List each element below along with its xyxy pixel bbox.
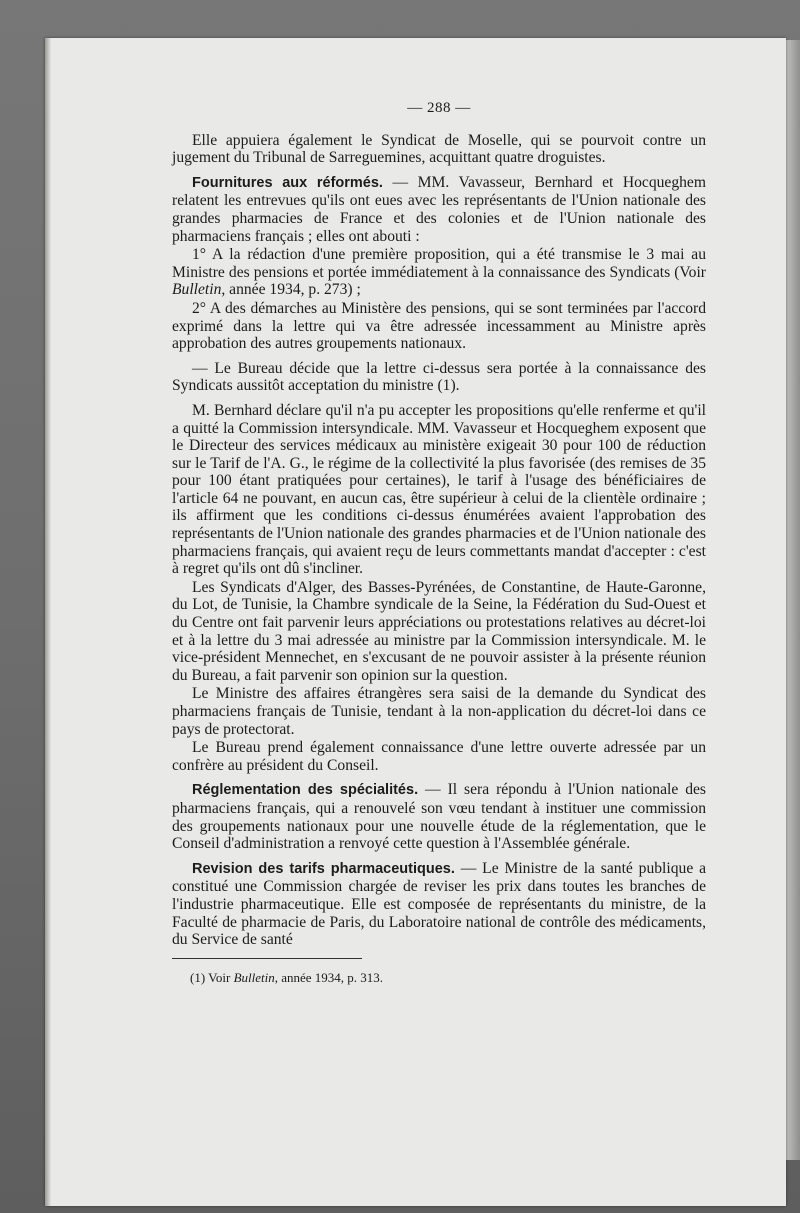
paragraph-item-1-text: 1° A la rédaction d'une première proposition, qui a été transmise le 3 mai au Ministre des pensions et portée immédiatement à la connaissance des Syndicats (Voir — [172, 246, 706, 281]
paragraph-lettre-ouverte: Le Bureau prend également connaissance d'une lettre ouverte adressée par un confrère au président du Conseil. — [172, 739, 706, 774]
paragraph-reglementation-body: — Il sera répondu à l'Union nationale des pharmaciens français, qui a renouvelé son vœu tendant à instituer une commission des groupements nationaux pour une nouvelle étude de la réglementation, que le Conseil d'administration a renvoyé cette question à l'Assemblée générale. — [172, 781, 706, 853]
section-heading-revision: Revision des tarifs pharmaceutiques. — [192, 860, 455, 877]
paragraph-moselle: Elle appuiera également le Syndicat de Moselle, qui se pourvoit contre un jugement du Tribunal de Sarreguemines, acquittant quatre droguistes. — [172, 131, 706, 167]
paragraph-reglementation — [172, 781, 706, 852]
page-number: — 288 — — [407, 100, 471, 116]
paragraph-ministre-affaires: Le Ministre des affaires étrangères sera saisi de la demande du Syndicat des pharmaciens français de Tunisie, tendant à la non-application du décret-loi dans ce pays de protectorat. — [172, 685, 706, 738]
bulletin-reference: Bulletin — [172, 281, 222, 299]
paragraph-revision — [172, 860, 706, 949]
section-heading-fournitures: Fournitures aux réformés. — [192, 174, 383, 191]
paragraph-syndicats: Les Syndicats d'Alger, des Basses-Pyrénées, de Constantine, de Haute-Garonne, du Lot, de Tunisie, la Chambre syndicale de la Seine, la Fédération du Sud-Ouest et du Centre ont fait parvenir leurs appréciations ou protestations relatives au décret-loi et à la lettre du 3 mai adressée au ministre par la Commission intersyndicale. M. le vice-président Mennechet, en s'excusant de ne pouvoir assister à la présente réunion du Bureau, a fait parvenir son opinion sur la question. — [172, 578, 706, 684]
paragraph-fournitures — [172, 174, 706, 245]
paragraph-item-1-end: , année 1934, p. 273) ; — [221, 281, 361, 299]
page-content — [172, 100, 706, 993]
paragraph-bernhard: M. Bernhard déclare qu'il n'a pu accepter les propositions qu'elle renferme et qu'il a quitté la Commission intersyndicale. MM. Vavasseur et Hocqueghem exposent que le Directeur des services médicaux au ministère exigeait 30 pour 100 de réduction sur le Tarif de l'A. G., le régime de la collectivité la plus favorisée (des remises de 35 pour 100 étant pratiquées pour certaines), le tarif à l'usage des bénéficiaires de l'article 64 ne pouvant, en aucun cas, être supérieur à celui de la clientèle ordinaire ; ils affirment que les conditions ci-dessus énumérées avaient l'approbation des représentants de l'Union nationale des grandes pharmacies et de l'Union nationale des pharmaciens français, qui avaient reçu de leurs commettants mandat d'accepter : c'est à regret qu'ils ont dû s'incliner. — [172, 401, 706, 578]
footnote-divider — [172, 958, 362, 959]
section-heading-reglementation: Réglementation des spécialités. — [192, 782, 419, 799]
paragraph-fournitures-body: — MM. Vavasseur, Bernhard et Hocqueghem relatent les entrevues qu'ils ont eues avec les représentants de l'Union nationale des grandes pharmacies de France et des colonies et de l'Union nationale des pharmaciens français ; elles ont abouti : — [172, 173, 706, 245]
footnote-prefix: (1) Voir — [190, 969, 234, 985]
paragraph-item-2: 2° A des démarches au Ministère des pensions, qui se sont terminées par l'accord exprimé dans la lettre qui va être adressée incessamment au Ministre après approbation des autres groupements nationaux. — [172, 299, 706, 353]
footnote-suffix: , année 1934, p. 313. — [274, 969, 384, 985]
paragraph-bureau-decision: — Le Bureau décide que la lettre ci-dessus sera portée à la connaissance des Syndicats aussitôt acceptation du ministre (1). — [172, 359, 706, 395]
footnote — [172, 969, 706, 987]
paragraph-item-1 — [172, 246, 706, 299]
footnote-bulletin: Bulletin — [233, 969, 275, 985]
paragraph-revision-body: — Le Ministre de la santé publique a constitué une Commission chargée de reviser les prix dans toutes les branches de l'industrie pharmaceutique. Elle est composée de représentants du ministre, de la Faculté de pharmacie de Paris, du Laboratoire national de contrôle des médicaments, du Service de santé — [172, 859, 706, 949]
